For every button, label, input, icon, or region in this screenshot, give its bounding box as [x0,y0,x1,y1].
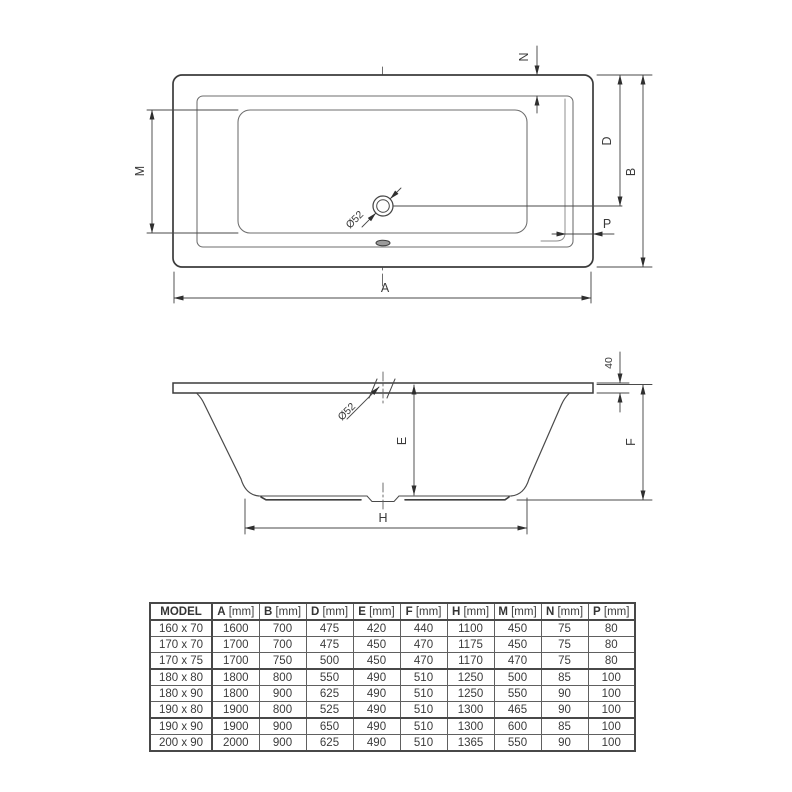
table-cell: 1600 [212,620,259,637]
right-wall [511,394,569,497]
table-cell: 90 [541,686,588,702]
table-cell: 510 [400,718,447,735]
table-cell: 470 [494,653,541,670]
table-cell: 900 [259,735,306,752]
table-cell: 1365 [447,735,494,752]
dimension-a-label: A [380,281,390,295]
table-cell: 1700 [212,637,259,653]
table-cell: 80 [588,653,635,670]
table-cell: 420 [353,620,400,637]
table-cell: 500 [494,669,541,686]
column-header: M [mm] [494,603,541,620]
table-row [150,669,635,686]
table-cell: 75 [541,637,588,653]
table-cell: 700 [259,620,306,637]
table-row [150,637,635,653]
table-cell: 510 [400,686,447,702]
table-cell: 900 [259,686,306,702]
table-cell: 510 [400,702,447,719]
table-cell: 85 [541,669,588,686]
table-cell: 500 [306,653,353,670]
table-cell: 1900 [212,702,259,719]
table-cell: 440 [400,620,447,637]
top-view [133,46,652,303]
table-cell: 1175 [447,637,494,653]
dimension-m-label: M [133,165,147,177]
table-cell: 900 [259,718,306,735]
drain-diameter-label: Ø52 [343,208,367,232]
table-cell: 90 [541,702,588,719]
table-cell: 190 x 80 [150,702,212,719]
column-header: F [mm] [400,603,447,620]
table-cell: 2000 [212,735,259,752]
column-header: H [mm] [447,603,494,620]
table-cell: 1300 [447,702,494,719]
table-cell: 100 [588,702,635,719]
table-cell: 190 x 90 [150,718,212,735]
table-row [150,686,635,702]
dimension-b-label: B [624,167,638,177]
table-cell: 475 [306,637,353,653]
dimension-h-label: H [378,511,388,525]
table-row [150,620,635,637]
bottom-panel-edge-right [405,497,509,500]
table-cell: 90 [541,735,588,752]
table-cell: 1250 [447,686,494,702]
dimension-n-label: N [517,52,531,62]
table-cell: 170 x 70 [150,637,212,653]
table-cell: 75 [541,653,588,670]
table-cell: 550 [494,735,541,752]
dimension-rim-thickness-label: 40 [603,357,615,369]
table-cell: 600 [494,718,541,735]
table-cell: 490 [353,669,400,686]
column-header: B [mm] [259,603,306,620]
table-cell: 160 x 70 [150,620,212,637]
table-cell: 1170 [447,653,494,670]
table-cell: 750 [259,653,306,670]
table-cell: 625 [306,686,353,702]
table-cell: 475 [306,620,353,637]
table-cell: 490 [353,702,400,719]
table-cell: 1100 [447,620,494,637]
dimensions-table [149,602,636,752]
table-cell: 470 [400,653,447,670]
table-cell: 1700 [212,653,259,670]
dimension-e-label: E [395,436,409,446]
table-cell: 80 [588,620,635,637]
dimension-d-label: D [600,136,614,146]
column-header: P [mm] [588,603,635,620]
table-cell: 510 [400,735,447,752]
table-cell: 1800 [212,686,259,702]
table-cell: 490 [353,735,400,752]
table-cell: 700 [259,637,306,653]
table-cell: 85 [541,718,588,735]
table-cell: 490 [353,718,400,735]
table-cell: 1800 [212,669,259,686]
table-cell: 1300 [447,718,494,735]
column-header: N [mm] [541,603,588,620]
table-cell: 1250 [447,669,494,686]
table-cell: 450 [353,637,400,653]
column-header: E [mm] [353,603,400,620]
table-cell: 200 x 90 [150,735,212,752]
table-cell: 180 x 80 [150,669,212,686]
table-cell: 525 [306,702,353,719]
table-cell: 180 x 90 [150,686,212,702]
column-header: A [mm] [212,603,259,620]
left-wall [197,394,259,497]
table-cell: 450 [494,620,541,637]
side-view [173,352,652,534]
table-cell: 800 [259,669,306,686]
table-header-row [150,603,635,620]
table-cell: 800 [259,702,306,719]
bottom-panel-edge-left [261,497,361,500]
table-cell: 80 [588,637,635,653]
dimension-p-label: P [602,217,612,231]
table-cell: 170 x 75 [150,653,212,670]
column-header: MODEL [150,603,212,620]
table-cell: 470 [400,637,447,653]
table-cell: 465 [494,702,541,719]
table-cell: 100 [588,669,635,686]
dimension-f-label: F [624,438,638,446]
table-cell: 550 [494,686,541,702]
column-header: D [mm] [306,603,353,620]
table-cell: 1900 [212,718,259,735]
table-cell: 100 [588,735,635,752]
table-cell: 75 [541,620,588,637]
table-body [150,620,635,751]
table-row [150,702,635,719]
table-cell: 450 [353,653,400,670]
drain-diameter-label-side: Ø52 [335,400,359,424]
table-cell: 100 [588,686,635,702]
table-row [150,735,635,752]
tub-outer-edge [173,75,593,267]
table-cell: 510 [400,669,447,686]
table-cell: 625 [306,735,353,752]
table-row [150,653,635,670]
table-row [150,718,635,735]
overflow-hole [376,240,390,246]
table-cell: 490 [353,686,400,702]
table-cell: 100 [588,718,635,735]
table-cell: 450 [494,637,541,653]
table-cell: 550 [306,669,353,686]
table-cell: 650 [306,718,353,735]
